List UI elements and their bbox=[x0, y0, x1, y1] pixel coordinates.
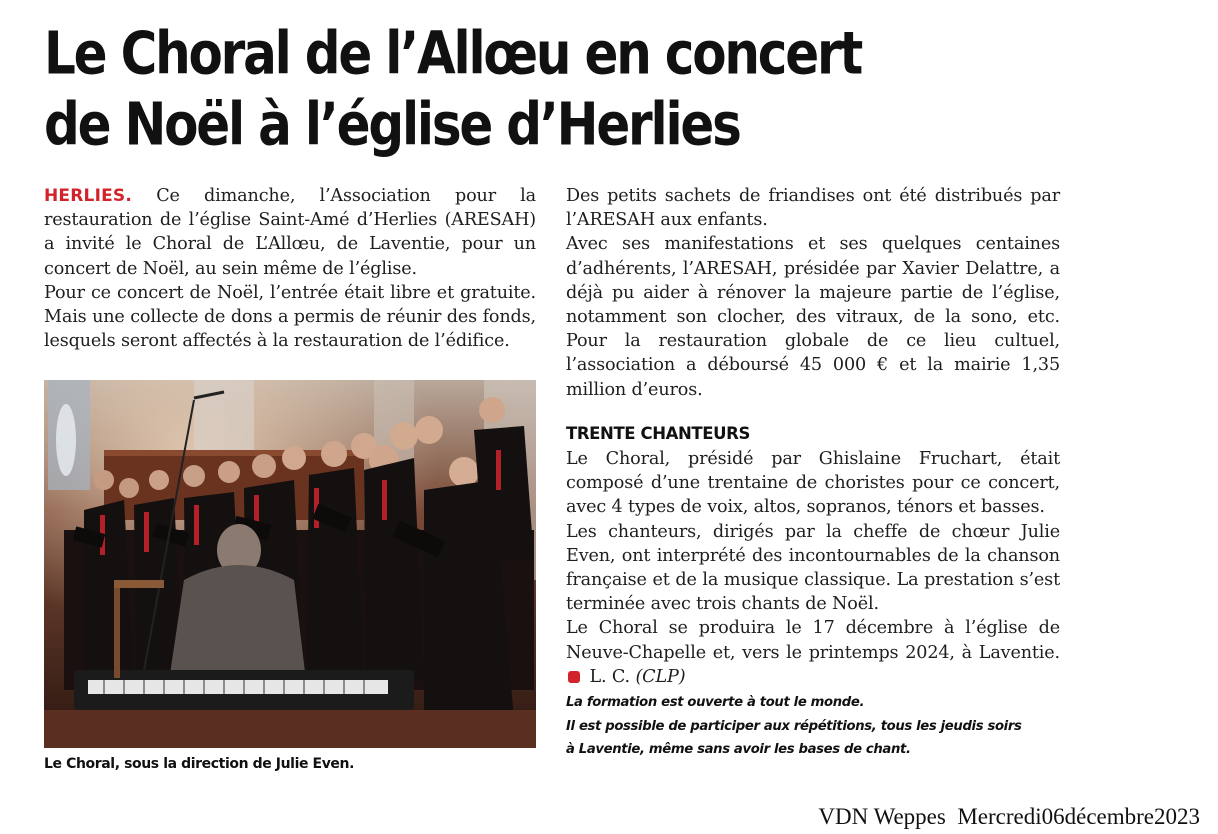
choir-photo-illustration bbox=[44, 380, 536, 748]
article-column-right bbox=[566, 184, 1060, 762]
publication-footer: VDN Weppes Mercredi06décembre2023 bbox=[818, 804, 1200, 829]
paragraph-choral: Le Choral, présidé par Ghislaine Fruchart, était composé d’une trentaine de choristes pour ce concert, avec 4 types de voix, altos, sopranos, ténors et basses. bbox=[566, 449, 1060, 518]
article-photo bbox=[44, 380, 536, 748]
paragraph-sweets: Des petits sachets de friandises ont été distribués par l’ARESAH aux enfants. bbox=[566, 186, 1060, 231]
author-initials: L. C. bbox=[589, 666, 630, 687]
paragraph-next-concerts-text: Le Choral se produira le 17 décembre à l’église de Neuve-Chapelle et, vers le printemps 2024, à Laventie. bbox=[566, 618, 1060, 663]
photo-caption: Le Choral, sous la direction de Julie Even. bbox=[44, 756, 355, 772]
info-box bbox=[566, 691, 1060, 762]
info-line-2: Il est possible de participer aux répétitions, tous les jeudis soirs bbox=[566, 718, 1022, 734]
article-column-left bbox=[44, 184, 536, 353]
paragraph-next-concerts bbox=[566, 616, 1060, 689]
article-headline bbox=[44, 18, 1174, 160]
headline-line-1: Le Choral de l’Allœu en concert bbox=[44, 19, 862, 88]
paragraph-singers: Les chanteurs, dirigés par la cheffe de chœur Julie Even, ont interprété des incontournables de la chanson française et de la musique classique. La prestation s’est terminée avec trois chants de Noël. bbox=[566, 521, 1060, 615]
headline-line-2: de Noël à l’église d’Herlies bbox=[44, 89, 740, 159]
info-line-1: La formation est ouverte à tout le monde. bbox=[566, 695, 865, 711]
paragraph-aresah: Avec ses manifestations et ses quelques centaines d’adhérents, l’ARESAH, présidée par Xavier Delattre, a déjà pu aider à rénover la majeure partie de l’église, notamment son clocher, des vitraux, de la sono, etc. Pour la restauration globale de ce lieu cultuel, l’association a déboursé 45 000 € et la mairie 1,35 million d’euros. bbox=[566, 234, 1060, 400]
author-agency: (CLP) bbox=[635, 666, 686, 687]
paragraph-intro-text: Ce dimanche, l’Association pour la restauration de l’église Saint-Amé d’Herlies (ARESAH) a invité le Choral de L’Allœu, de Laventie, pour un concert de Noël, au sein même de l’église. bbox=[44, 186, 536, 279]
dateline: HERLIES. bbox=[44, 186, 133, 206]
end-bullet-icon bbox=[568, 671, 580, 683]
subheading: TRENTE CHANTEURS bbox=[566, 423, 750, 443]
paragraph-entry: Pour ce concert de Noël, l’entrée était libre et gratuite. Mais une collecte de dons a permis de réunir des fonds, lesquels seront affectés à la restauration de l’édifice. bbox=[44, 282, 536, 352]
info-line-3: à Laventie, même sans avoir les bases de chant. bbox=[566, 742, 911, 758]
paragraph-intro bbox=[44, 184, 536, 281]
